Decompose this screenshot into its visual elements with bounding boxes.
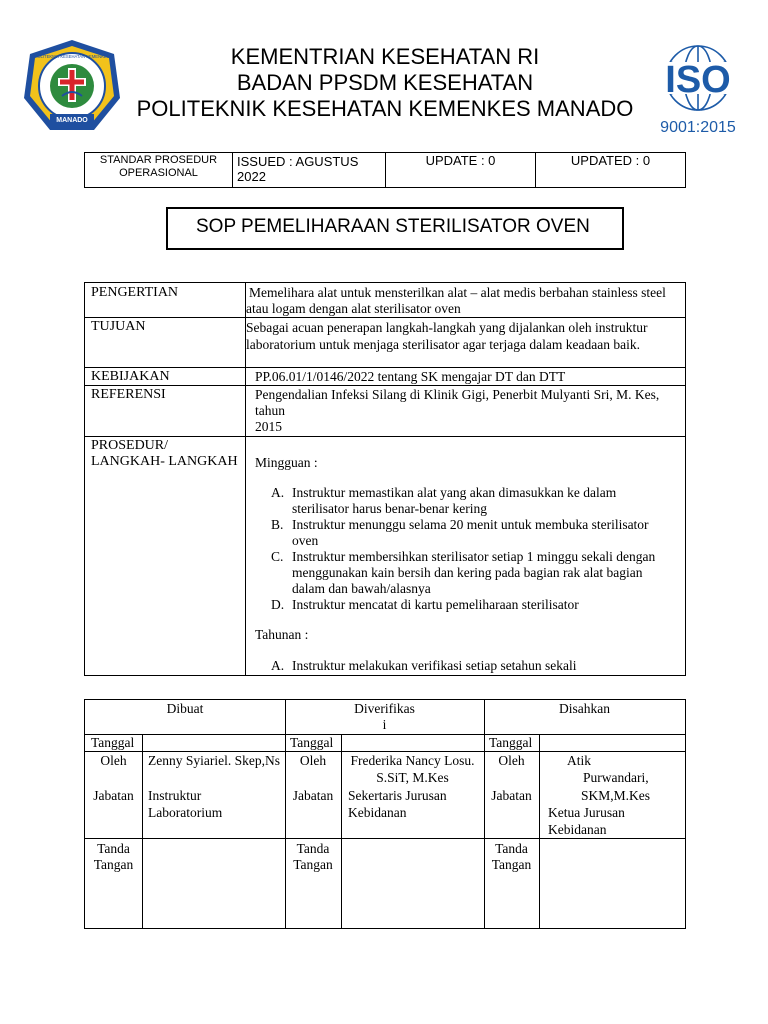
logo-text-top: POLITEKNIK KESEHATAN KEMENKES [34, 54, 110, 59]
pengertian-label: PENGERTIAN [91, 285, 179, 300]
dibuat-oleh-value: Zenny Syiariel. Skep,Ns [148, 753, 280, 768]
tanda-tangan-label-disahkan [484, 841, 539, 873]
verif-oleh-line-1: Frederika Nancy Losu. [350, 753, 475, 768]
iso-logo [651, 40, 745, 136]
step-text: sterilisator harus benar-benar kering [292, 501, 488, 516]
row-divider [85, 751, 685, 752]
oleh-label-diverifikasi: Oleh [299, 753, 327, 768]
tujuan-line-2: laboratorium untuk menjaga sterilisator agar terjaga dalam keadaan baik. [246, 337, 640, 352]
pengertian-line-2: atau logam dengan alat sterilisator oven [246, 301, 461, 316]
row-divider [85, 838, 685, 839]
meta-issued-cell [233, 153, 386, 187]
step-marker: A. [271, 658, 285, 673]
pengertian-line-1: Memelihara alat untuk mensterilkan alat – alat medis berbahan stainless steel [249, 285, 666, 300]
list-item [246, 549, 655, 597]
sop-content-table [84, 282, 686, 676]
row-divider [85, 385, 685, 386]
kebijakan-value: PP.06.01/1/0146/2022 tentang SK mengajar DT dan DTT [255, 369, 566, 384]
verif-jabatan-line-1: Sekertaris Jurusan [348, 788, 447, 803]
verif-oleh-line-2: S.SiT, M.Kes [376, 770, 449, 785]
diverifikasi-header [285, 701, 484, 733]
sop-title: SOP PEMELIHARAAN STERILISATOR OVEN [196, 216, 590, 237]
sah-oleh-line-2: Purwandari, [583, 770, 649, 785]
step-text: oven [292, 533, 319, 548]
disahkan-header: Disahkan [559, 701, 610, 716]
iso-text: ISO [665, 59, 731, 101]
sop-title-box [166, 207, 624, 250]
sah-oleh-line-3: SKM,M.Kes [581, 788, 651, 803]
jabatan-label-diverifikasi: Jabatan [292, 788, 334, 803]
jabatan-label-dibuat: Jabatan [93, 788, 134, 803]
meta-updated-cell: UPDATED : 0 [570, 153, 651, 168]
logo-text-manado: MANADO [56, 117, 88, 124]
iso-number: 9001:2015 [660, 119, 736, 136]
tujuan-label: TUJUAN [91, 319, 146, 334]
oleh-label-disahkan: Oleh [498, 753, 525, 768]
step-text: Instruktur membersihkan sterilisator setiap 1 minggu sekali dengan [292, 549, 656, 564]
header-line-3: POLITEKNIK KESEHATAN KEMENKES MANADO [136, 96, 634, 121]
step-marker: B. [271, 517, 284, 532]
referensi-line-3: 2015 [255, 419, 282, 434]
list-item [246, 658, 577, 674]
tangan-text: Tangan [93, 857, 134, 872]
tangan-text: Tangan [491, 857, 532, 872]
referensi-label: REFERENSI [91, 387, 166, 402]
step-text: menggunakan kain bersih dan kering pada bagian rak alat bagian [292, 565, 643, 580]
jabatan-label-disahkan: Jabatan [491, 788, 532, 803]
step-text: Instruktur melakukan verifikasi setiap setahun sekali [292, 658, 577, 673]
tangan-text: Tangan [293, 857, 333, 872]
meta-issued-line-1: ISSUED : AGUSTUS [237, 154, 359, 169]
meta-standard-line-1: STANDAR PROSEDUR [99, 154, 218, 166]
meta-table [84, 152, 686, 188]
referensi-line-1: Pengendalian Infeksi Silang di Klinik Gigi, Penerbit Mulyanti Sri, M. Kes, [255, 387, 660, 402]
tahunan-heading: Tahunan : [255, 627, 309, 642]
poltekkes-logo [22, 38, 122, 136]
step-text: Instruktur memastikan alat yang akan dimasukkan ke dalam [292, 485, 617, 500]
row-divider [85, 436, 685, 437]
diverifikasi-line-2: i [382, 717, 387, 732]
row-divider [85, 367, 685, 368]
sah-oleh-line-1: Atik [567, 753, 592, 768]
step-marker: D. [271, 597, 285, 612]
tanggal-label-dibuat: Tanggal [91, 735, 135, 750]
header-line-2: BADAN PPSDM KESEHATAN [236, 70, 534, 95]
referensi-line-2: tahun [255, 403, 285, 418]
oleh-label-dibuat: Oleh [100, 753, 127, 768]
step-text: Instruktur mencatat di kartu pemeliharaan sterilisator [292, 597, 579, 612]
meta-issued-line-2: 2022 [237, 169, 266, 184]
meta-update-cell: UPDATE : 0 [386, 153, 536, 187]
step-marker: A. [271, 485, 285, 500]
column-divider [539, 734, 540, 928]
meta-standard-line-2: OPERASIONAL [119, 167, 198, 179]
meta-standard-cell [85, 153, 233, 187]
mingguan-heading: Mingguan : [255, 455, 318, 470]
tanggal-label-disahkan: Tanggal [489, 735, 533, 750]
signature-table [84, 699, 686, 929]
yearly-steps-list [246, 658, 577, 674]
sah-jabatan-line-1: Ketua Jurusan [548, 805, 625, 820]
weekly-steps-list [246, 485, 655, 613]
step-text: Instruktur menunggu selama 20 menit untuk membuka sterilisator [292, 517, 649, 532]
list-item [246, 485, 655, 517]
column-divider [142, 734, 143, 928]
list-item [246, 517, 655, 549]
tanda-tangan-label-diverifikasi [285, 841, 341, 873]
verif-jabatan-line-2: Kebidanan [348, 805, 407, 820]
dibuat-jabatan-line-1: Instruktur [148, 788, 202, 803]
sah-jabatan-line-2: Kebidanan [548, 822, 607, 837]
tujuan-line-1: Sebagai acuan penerapan langkah-langkah yang dijalankan oleh instruktur [246, 320, 648, 335]
dibuat-jabatan-line-2: Laboratorium [148, 805, 223, 820]
list-item [246, 597, 655, 613]
row-divider [85, 734, 685, 735]
header-titles [128, 44, 642, 122]
tanggal-label-diverifikasi: Tanggal [290, 735, 334, 750]
row-divider [85, 317, 685, 318]
tanda-text: Tanda [495, 841, 528, 856]
step-marker: C. [271, 549, 284, 564]
dibuat-header: Dibuat [166, 701, 204, 716]
tanda-tangan-label-dibuat [85, 841, 142, 873]
tanda-text: Tanda [97, 841, 130, 856]
tanda-text: Tanda [296, 841, 330, 856]
header-line-1: KEMENTRIAN KESEHATAN RI [230, 44, 540, 69]
prosedur-label-2: LANGKAH- LANGKAH [91, 454, 238, 469]
step-text: dalam dan bawah/alasnya [292, 581, 431, 596]
diverifikasi-line-1: Diverifikas [354, 701, 415, 716]
kebijakan-label: KEBIJAKAN [91, 369, 170, 384]
prosedur-label-1: PROSEDUR/ [91, 438, 169, 453]
